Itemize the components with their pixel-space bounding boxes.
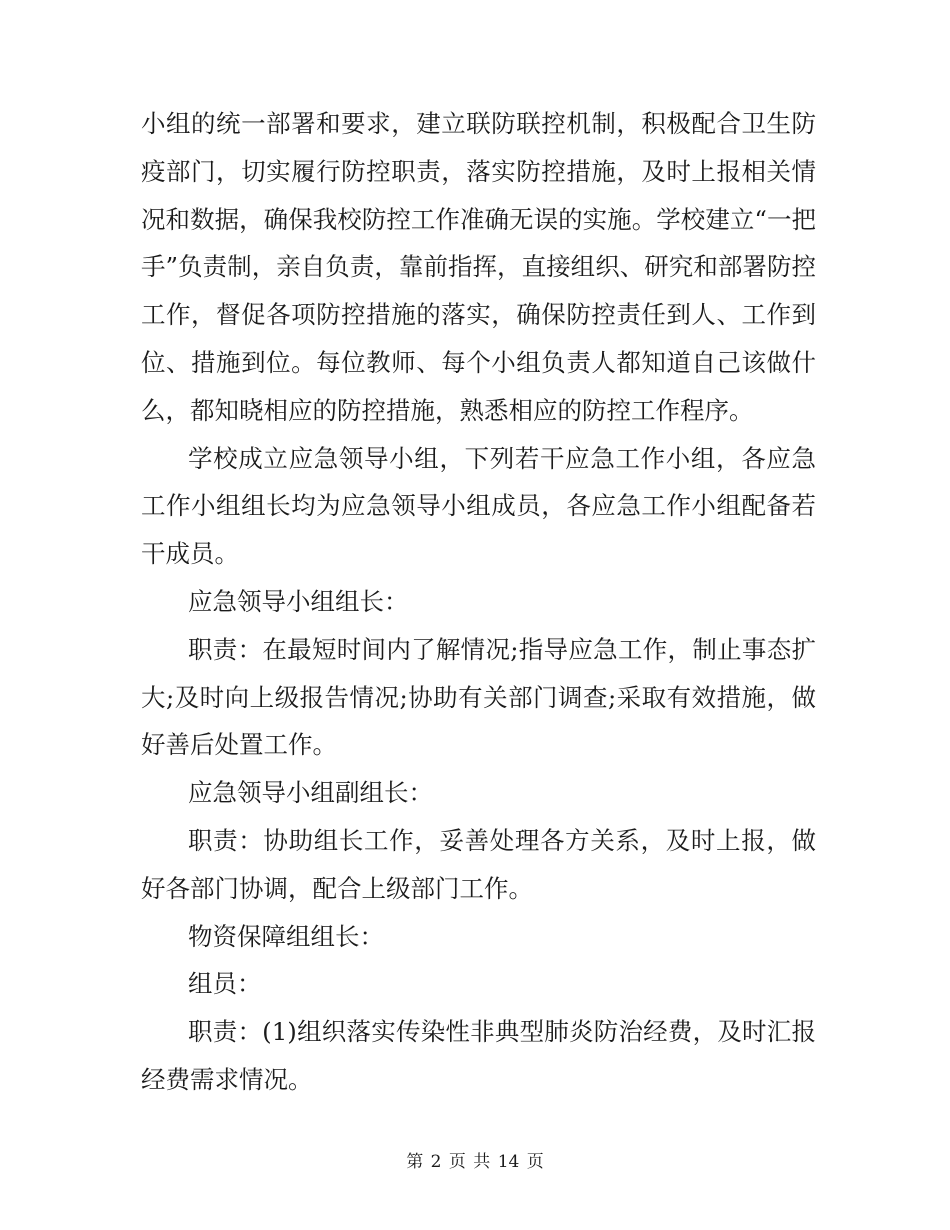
paragraph-6: 职责：协助组长工作，妥善处理各方关系，及时上报，做好各部门协调，配合上级部门工作。 <box>141 825 816 903</box>
paragraph-1: 小组的统一部署和要求，建立联防联控机制，积极配合卫生防疫部门，切实履行防控职责，落实防控措施，及时上报相关情况和数据，确保我校防控工作准确无误的实施。学校建立“一把手”负责制，亲自负责，靠前指挥，直接组织、研究和部署防控工作，督促各项防控措施的落实，确保防控责任到人、工作到位、措施到位。每位教师、每个小组负责人都知道自己该做什么，都知晓相应的防控措施，熟悉相应的防控工作程序。 <box>141 109 816 425</box>
paragraph-9: 职责：(1)组织落实传染性非典型肺炎防治经费，及时汇报经费需求情况。 <box>141 1017 816 1094</box>
paragraph-8: 组员： <box>188 969 262 999</box>
paragraph-4: 职责：在最短时间内了解情况;指导应急工作，制止事态扩大;及时向上级报告情况;协助有关部门调查;采取有效措施，做好善后处置工作。 <box>141 634 816 760</box>
document-body <box>141 100 816 1104</box>
paragraph-3: 应急领导小组组长： <box>188 586 409 616</box>
paragraph-7: 物资保障组组长： <box>188 921 384 951</box>
paragraph-2: 学校成立应急领导小组，下列若干应急工作小组，各应急工作小组组长均为应急领导小组成员，各应急工作小组配备若干成员。 <box>141 443 816 569</box>
paragraph-5: 应急领导小组副组长： <box>188 778 433 808</box>
page-footer: 第 2 页 共 14 页 <box>406 1152 544 1172</box>
